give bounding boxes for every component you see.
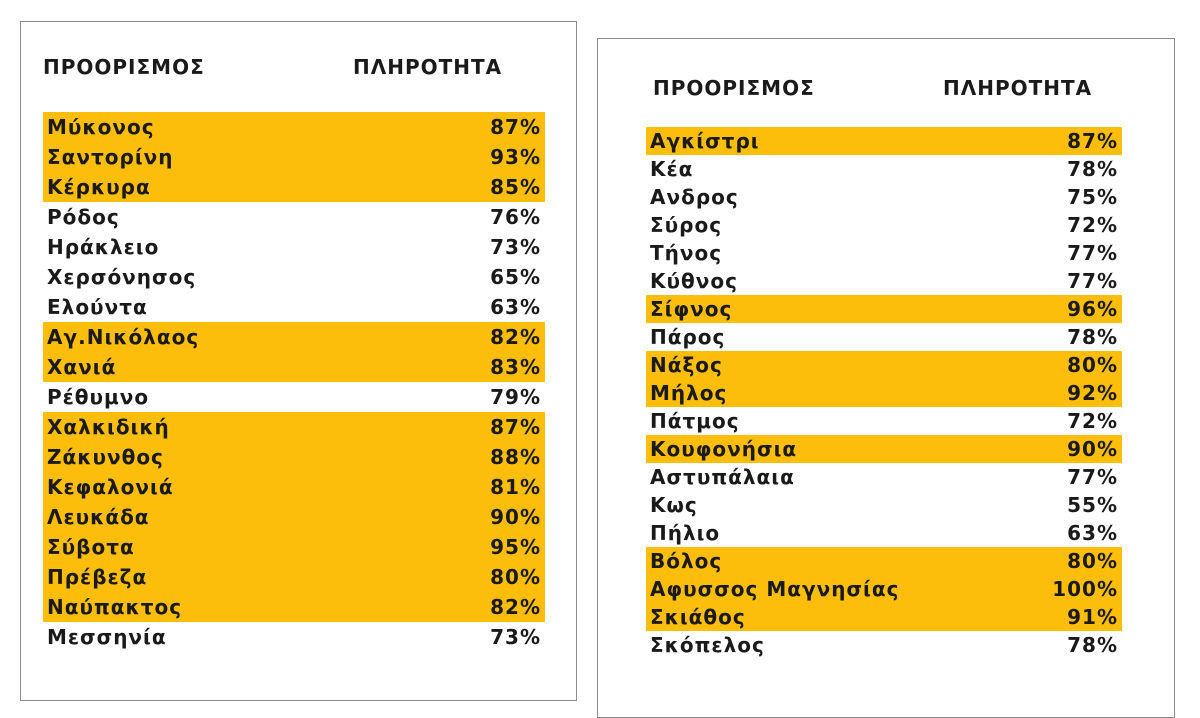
destination-name: Ρέθυμνο [47,385,150,409]
occupancy-value: 76% [490,205,541,229]
destination-name: Λευκάδα [47,505,150,529]
occupancy-value: 80% [1067,353,1118,377]
table-row [646,267,1122,295]
table-row [43,502,545,532]
destination-name: Ηράκλειο [47,235,160,259]
occupancy-table-left [20,21,577,701]
destination-name: Σίφνος [650,297,733,321]
destination-name: Πάτμος [650,409,740,433]
table-row [646,239,1122,267]
table-row [43,262,545,292]
table-row [43,352,545,382]
destination-name: Σκόπελος [650,633,765,657]
table-row [43,202,545,232]
table-row [43,622,545,652]
destination-name: Ανδρος [650,185,739,209]
occupancy-value: 100% [1052,577,1118,601]
destination-name: Πήλιο [650,521,721,545]
occupancy-value: 87% [490,415,541,439]
table-row [646,519,1122,547]
occupancy-value: 80% [1067,549,1118,573]
occupancy-value: 73% [490,235,541,259]
destination-name: Ελούντα [47,295,148,319]
occupancy-value: 83% [490,355,541,379]
occupancy-value: 77% [1067,269,1118,293]
destination-name: Κύθνος [650,269,738,293]
destination-name: Σκιάθος [650,605,746,629]
destination-name: Χαλκιδική [47,415,170,439]
occupancy-value: 95% [490,535,541,559]
occupancy-value: 72% [1067,213,1118,237]
table-row [646,575,1122,603]
destination-name: Κέα [650,157,694,181]
destination-name: Πρέβεζα [47,565,148,589]
destination-list [43,112,545,652]
occupancy-value: 85% [490,175,541,199]
destination-name: Αστυπάλαια [650,465,795,489]
occupancy-value: 80% [490,565,541,589]
table-row [43,472,545,502]
destination-name: Κεφαλονιά [47,475,174,499]
destination-name: Σύβοτα [47,535,135,559]
destination-name: Χερσόνησος [47,265,197,289]
occupancy-value: 81% [490,475,541,499]
occupancy-value: 77% [1067,465,1118,489]
table-row [646,491,1122,519]
destination-list [646,127,1122,659]
occupancy-value: 63% [1067,521,1118,545]
table-row [646,435,1122,463]
destination-name: Κέρκυρα [47,175,151,199]
table-row [43,112,545,142]
table-row [646,295,1122,323]
destination-name: Αγ.Νικόλαος [47,325,200,349]
table-row [646,407,1122,435]
occupancy-value: 55% [1067,493,1118,517]
occupancy-value: 96% [1067,297,1118,321]
occupancy-value: 91% [1067,605,1118,629]
table-row [43,322,545,352]
occupancy-value: 63% [490,295,541,319]
destination-name: Μήλος [650,381,728,405]
header-occupancy: ΠΛΗΡΟΤΗΤΑ [353,55,503,79]
occupancy-value: 78% [1067,157,1118,181]
table-row [646,631,1122,659]
destination-name: Νάξος [650,353,723,377]
destination-name: Ρόδος [47,205,120,229]
occupancy-value: 90% [1067,437,1118,461]
destination-name: Κουφονήσια [650,437,798,461]
table-row [43,562,545,592]
table-row [43,532,545,562]
destination-name: Μεσσηνία [47,625,167,649]
header-destination: ΠΡΟΟΡΙΣΜΟΣ [43,55,205,79]
header-occupancy: ΠΛΗΡΟΤΗΤΑ [943,76,1093,100]
destination-name: Αφυσσος Μαγνησίας [650,577,900,601]
occupancy-value: 75% [1067,185,1118,209]
table-row [43,412,545,442]
destination-name: Ζάκυνθος [47,445,164,469]
table-row [43,232,545,262]
destination-name: Σύρος [650,213,723,237]
destination-name: Ναύπακτος [47,595,183,619]
destination-name: Βόλος [650,549,723,573]
occupancy-value: 72% [1067,409,1118,433]
table-row [43,382,545,412]
occupancy-value: 93% [490,145,541,169]
table-row [646,351,1122,379]
table-row [646,603,1122,631]
occupancy-table-right [597,38,1175,718]
table-row [646,547,1122,575]
table-row [43,142,545,172]
destination-name: Χανιά [47,355,117,379]
destination-name: Κως [650,493,698,517]
table-row [646,211,1122,239]
table-row [646,183,1122,211]
destination-name: Σαντορίνη [47,145,174,169]
occupancy-value: 77% [1067,241,1118,265]
destination-name: Μύκονος [47,115,155,139]
destination-name: Πάρος [650,325,726,349]
table-row [43,442,545,472]
header-destination: ΠΡΟΟΡΙΣΜΟΣ [653,76,815,100]
occupancy-value: 82% [490,595,541,619]
occupancy-value: 73% [490,625,541,649]
occupancy-value: 87% [1067,129,1118,153]
table-row [43,172,545,202]
destination-name: Τήνος [650,241,723,265]
occupancy-value: 78% [1067,325,1118,349]
occupancy-value: 65% [490,265,541,289]
table-row [646,379,1122,407]
table-row [646,127,1122,155]
occupancy-value: 88% [490,445,541,469]
table-row [646,323,1122,351]
table-row [646,463,1122,491]
occupancy-value: 90% [490,505,541,529]
table-row [43,592,545,622]
destination-name: Αγκίστρι [650,129,760,153]
occupancy-value: 92% [1067,381,1118,405]
occupancy-value: 79% [490,385,541,409]
occupancy-value: 78% [1067,633,1118,657]
occupancy-value: 82% [490,325,541,349]
occupancy-value: 87% [490,115,541,139]
table-row [43,292,545,322]
table-row [646,155,1122,183]
